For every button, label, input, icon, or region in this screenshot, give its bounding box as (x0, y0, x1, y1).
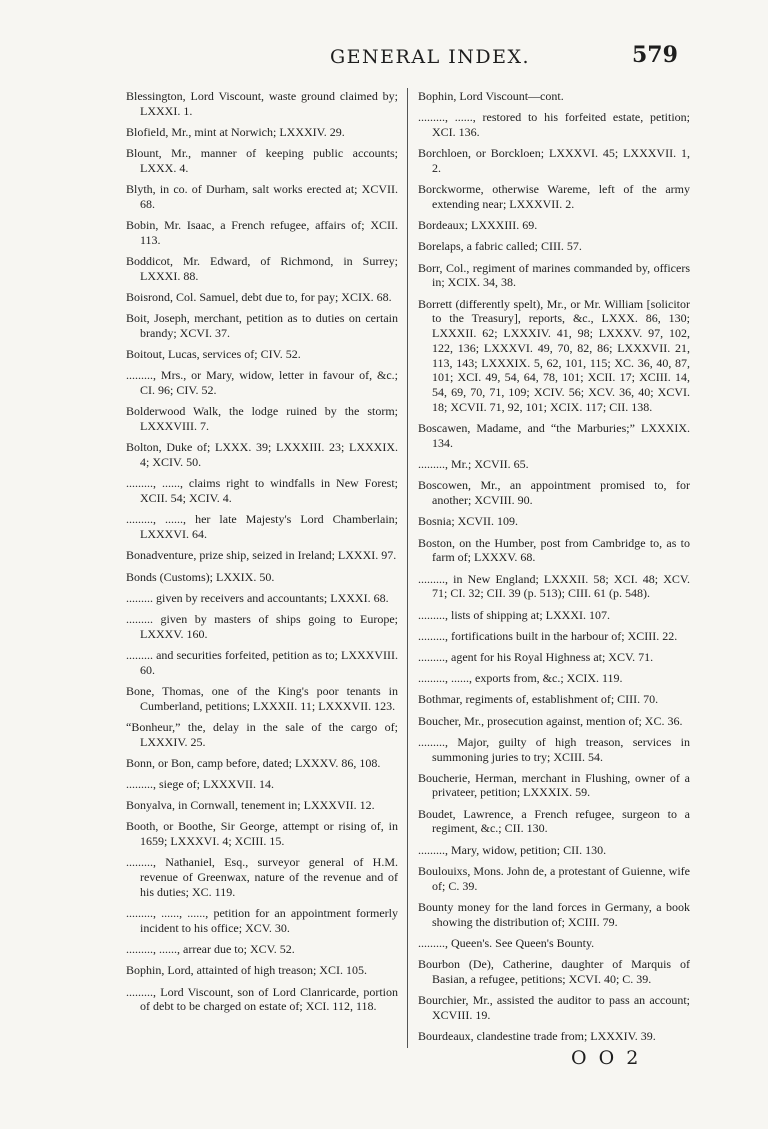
index-entry: Bothmar, regiments of, establishment of; CIII. 70. (418, 692, 659, 707)
index-entry: Boddicot, Mr. Edward, of Richmond, in Surrey; LXXXI. 88. (126, 254, 398, 283)
index-entry: Boscowen, Mr., an appointment promised to, for another; XCVIII. 90. (418, 478, 690, 508)
index-entry: Bosnia; XCVII. 109. (418, 514, 518, 529)
index-entry: ......... given by receivers and accountants; LXXXI. 68. (126, 590, 389, 605)
index-entry: Borelaps, a fabric called; CIII. 57. (418, 239, 582, 254)
index-entry: ........., ......, ......, petition for an appointment formerly incident to his office; XCV. 30. (126, 906, 398, 936)
index-entry: Boucher, Mr., prosecution against, mention of; XC. 36. (418, 713, 683, 728)
index-entry: ........., Major, guilty of high treason, services in summoning juries to try; XCIII. 54. (418, 734, 690, 764)
index-entry: Boisrond, Col. Samuel, debt due to, for pay; XCIX. 68. (126, 290, 392, 305)
index-entry: Bonds (Customs); LXXIX. 50. (126, 569, 275, 584)
index-entry: Boscawen, Madame, and “the Marburies;” LXXXIX. 134. (418, 421, 690, 451)
index-entry: Blofield, Mr., mint at Norwich; LXXXIV. 29. (126, 124, 345, 139)
index-entry: ........., ......, arrear due to; XCV. 52. (126, 942, 295, 957)
index-entry: Borchloen, or Borckloen; LXXXVI. 45; LXXXVII. 1, 2. (418, 146, 690, 175)
index-entry: Bounty money for the land forces in Germany, a book showing the distribution of; XCIII. 79. (418, 899, 690, 929)
index-entry: ........., ......, her late Majesty's Lord Chamberlain; LXXXVI. 64. (126, 512, 398, 542)
index-entry: ........., Mr.; XCVII. 65. (418, 457, 529, 472)
index-entry: ......... given by masters of ships going to Europe; LXXXV. 160. (126, 611, 398, 641)
index-entry: Bobin, Mr. Isaac, a French refugee, affairs of; XCII. 113. (126, 218, 398, 247)
index-entry: Borrett (differently spelt), Mr., or Mr. William [solicitor to the Treasury], reports, &c., LXXX. 86, 130; LXXXII. 62; LXXXIV. 41, 98; LXXXV. 97, 102, 122, 136; LXXXVI. 49, 70, 82, 86; LXXXVII. 21, 113, 143; LXXXIX. 5, 62, 101, 115; XC. 36, 40, 87, 101; XCI. 49, 54, 64, 78, 101; XCII. 17; XCIII. 14, 54, 69, 70, 71, 109; XCIV. 56; XCV. 36, 40; XCVI. 18; XCVII. 71, 92, 101; XCIX. 117; CII. 138. (418, 296, 690, 415)
index-entry: ......... and securities forfeited, petition as to; LXXXVIII. 60. (126, 647, 398, 677)
page-header (0, 42, 768, 76)
index-entry: ........., lists of shipping at; LXXXI. 107. (418, 607, 610, 622)
index-column-left (126, 89, 398, 1021)
index-entry: ........., Mary, widow, petition; CII. 130. (418, 842, 607, 857)
index-entry: Bourdeaux, clandestine trade from; LXXXIV. 39. (418, 1028, 656, 1043)
index-entry: ........., in New England; LXXXII. 58; XCI. 48; XCV. 71; CI. 32; CII. 39 (p. 513); CIII. 61 (p. 548). (418, 571, 690, 601)
signature-mark: O O 2 (571, 1047, 642, 1069)
index-entry: ........., fortifications built in the harbour of; XCIII. 22. (418, 628, 678, 643)
index-entry: Blount, Mr., manner of keeping public accounts; LXXX. 4. (126, 146, 398, 175)
index-entry: Bonadventure, prize ship, seized in Ireland; LXXXI. 97. (126, 548, 397, 563)
index-entry: Bone, Thomas, one of the King's poor tenants in Cumberland, petitions; LXXXII. 11; LXXXVII. 123. (126, 683, 398, 713)
index-entry: ........., Lord Viscount, son of Lord Clanricarde, portion of debt to be charged on estate of; XCI. 112, 118. (126, 984, 398, 1014)
index-entry: Bolderwood Walk, the lodge ruined by the storm; LXXXVIII. 7. (126, 404, 398, 434)
index-entry: ........., agent for his Royal Highness at; XCV. 71. (418, 649, 654, 664)
index-entry: Bourchier, Mr., assisted the auditor to pass an account; XCVIII. 19. (418, 992, 690, 1022)
index-entry: Boudet, Lawrence, a French refugee, surgeon to a regiment, &c.; CII. 130. (418, 806, 690, 836)
index-column-right (418, 89, 690, 1050)
index-entry: ........., ......, restored to his forfeited estate, petition; XCI. 136. (418, 110, 690, 139)
index-entry: Blyth, in co. of Durham, salt works erected at; XCVII. 68. (126, 182, 398, 211)
page-number: 579 (632, 42, 678, 68)
index-entry: Bophin, Lord Viscount—cont. (418, 89, 564, 103)
index-entry: Boitout, Lucas, services of; CIV. 52. (126, 347, 301, 362)
index-entry: ........., ......, claims right to windfalls in New Forest; XCII. 54; XCIV. 4. (126, 476, 398, 506)
column-divider (407, 88, 408, 1048)
index-entry: Bolton, Duke of; LXXX. 39; LXXXIII. 23; LXXXIX. 4; XCIV. 50. (126, 440, 398, 470)
index-entry: “Bonheur,” the, delay in the sale of the cargo of; LXXXIV. 25. (126, 719, 398, 749)
index-entry: ........., Queen's. See Queen's Bounty. (418, 935, 595, 950)
index-entry: ........., Mrs., or Mary, widow, letter in favour of, &c.; CI. 96; CIV. 52. (126, 368, 398, 398)
index-entry: Boit, Joseph, merchant, petition as to duties on certain brandy; XCVI. 37. (126, 311, 398, 341)
index-entry: Boston, on the Humber, post from Cambridge to, as to farm of; LXXXV. 68. (418, 535, 690, 565)
index-entry: Boulouixs, Mons. John de, a protestant of Guienne, wife of; C. 39. (418, 863, 690, 893)
running-title: GENERAL INDEX. (330, 46, 531, 68)
index-entry: Blessington, Lord Viscount, waste ground claimed by; LXXXI. 1. (126, 89, 398, 118)
index-entry: Bonn, or Bon, camp before, dated; LXXXV. 86, 108. (126, 755, 381, 770)
index-entry: Booth, or Boothe, Sir George, attempt or rising of, in 1659; LXXXVI. 4; XCIII. 15. (126, 819, 398, 849)
index-entry: Bonyalva, in Cornwall, tenement in; LXXXVII. 12. (126, 798, 375, 813)
index-entry: ........., Nathaniel, Esq., surveyor general of H.M. revenue of Greenwax, nature of the revenue and of his duties; XC. 119. (126, 855, 398, 900)
index-entry: Bophin, Lord, attainted of high treason; XCI. 105. (126, 963, 367, 978)
index-entry: Boucherie, Herman, merchant in Flushing, owner of a privateer, petition; LXXXIX. 59. (418, 770, 690, 800)
index-entry: Borr, Col., regiment of marines commanded by, officers in; XCIX. 34, 38. (418, 260, 690, 290)
index-entry: Borckworme, otherwise Wareme, left of the army extending near; LXXXVII. 2. (418, 182, 690, 211)
index-entry: Bourbon (De), Catherine, daughter of Marquis of Basian, a refugee, petitions; XCVI. 40; C. 39. (418, 957, 690, 986)
index-entry: ........., siege of; LXXXVII. 14. (126, 777, 274, 792)
index-entry: Bordeaux; LXXXIII. 69. (418, 218, 538, 233)
index-entry: ........., ......, exports from, &c.; XCIX. 119. (418, 671, 623, 686)
